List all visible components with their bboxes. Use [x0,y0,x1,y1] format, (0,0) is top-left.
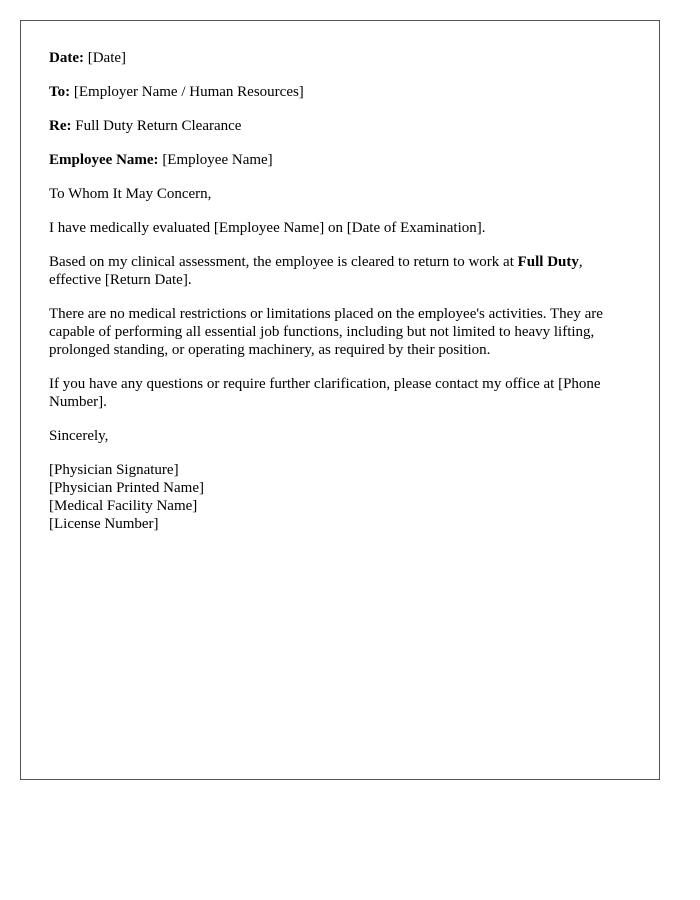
employee-name-value: [Employee Name] [158,152,273,168]
physician-signature: [Physician Signature] [49,462,179,478]
medical-facility-name: [Medical Facility Name] [49,498,198,514]
to-line [49,83,631,101]
re-line [49,117,631,135]
date-line [49,49,631,67]
date-label: Date: [49,50,84,66]
letter-page [20,20,660,780]
physician-printed-name: [Physician Printed Name] [49,480,204,496]
salutation: To Whom It May Concern, [49,186,212,202]
contact-paragraph: If you have any questions or require further clarification, please contact my office at [Phone Number]. [49,376,601,410]
to-label: To: [49,84,71,100]
re-label: Re: [49,118,72,134]
signature-block [49,461,631,533]
date-value: [Date] [83,50,127,66]
license-number: [License Number] [49,516,159,532]
evaluation-paragraph: I have medically evaluated [Employee Name] on [Date of Examination]. [49,220,486,236]
clearance-paragraph [49,253,631,289]
employee-name-line [49,151,631,169]
to-value: [Employer Name / Human Resources] [70,84,304,100]
employee-name-label: Employee Name: [49,152,159,168]
re-value: Full Duty Return Clearance [71,118,242,134]
restrictions-paragraph: There are no medical restrictions or limitations placed on the employee's activities. They are capable of performing all essential job functions, including but not limited to heavy lifting, prolonged standing, or operating machinery, as required by their position. [49,306,603,358]
clearance-text-before: Based on my clinical assessment, the employee is cleared to return to work at [49,254,518,270]
clearance-text-after: , effective [Return Date]. [49,254,583,288]
closing: Sincerely, [49,428,109,444]
clearance-emphasis: Full Duty [517,254,579,270]
